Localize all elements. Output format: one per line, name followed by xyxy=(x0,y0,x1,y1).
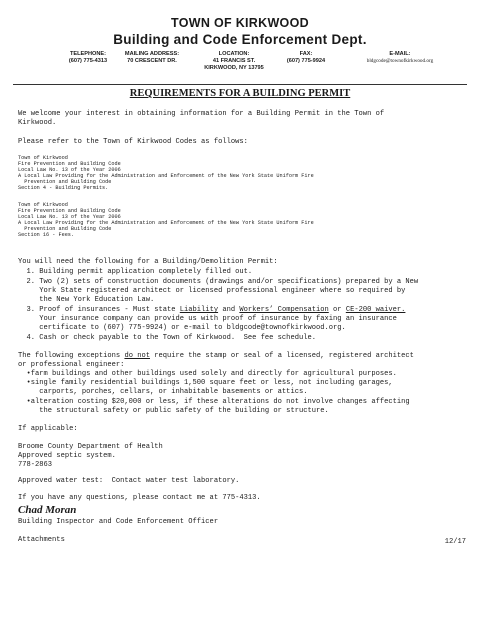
location-label: LOCATION: xyxy=(218,51,250,57)
exceptions-line-1 xyxy=(18,352,414,361)
code-ref-2-line: Town of Kirkwood xyxy=(18,202,68,208)
header-divider xyxy=(13,84,467,85)
exception-bullet-2-cont: carports, porches, cellars, or inhabitable basements or attics. xyxy=(18,388,308,396)
water-test-line: Approved water test: Contact water test laboratory. xyxy=(18,477,240,485)
health-dept-line: Broome County Department of Health xyxy=(18,443,163,451)
code-ref-1-line: Prevention and Building Code xyxy=(18,179,112,185)
date-code: 12/17 xyxy=(444,538,466,546)
location-street: 41 FRANCIS ST. xyxy=(212,58,256,64)
code-ref-2-line: Section 16 - Fees. xyxy=(18,232,75,238)
need-intro: You will need the following for a Building/Demolition Permit: xyxy=(18,258,278,266)
code-ref-2-line: A Local Law Providing for the Administration and Enforcement of the New York State Uniform Fire xyxy=(18,220,314,226)
intro-line-1: We welcome your interest in obtaining information for a Building Permit in the Town of xyxy=(18,110,385,118)
attachments-label: Attachments xyxy=(18,536,65,544)
code-ref-2-line: Local Law No. 13 of the Year 2006 xyxy=(18,214,121,220)
health-dept-phone: 778-2863 xyxy=(18,461,53,469)
need-item-3-cont: certificate to (607) 775-9924) or e-mail to bldgcode@townofkirkwood.org. xyxy=(18,324,346,332)
if-applicable: If applicable: xyxy=(18,425,78,433)
fax-block xyxy=(270,51,342,65)
questions-line: If you have any questions, please contact me at 775-4313. xyxy=(18,494,261,502)
officer-title: Building Inspector and Code Enforcement Officer xyxy=(18,518,219,526)
need-item-4: 4. Cash or check payable to the Town of Kirkwood. See fee schedule. xyxy=(18,334,316,342)
exception-bullet-3-cont: the structural safety or public safety of the building or structure. xyxy=(18,407,329,415)
need-item-1: 1. Building permit application completely filled out. xyxy=(18,268,253,276)
email-address: bldgcode@townofkirkwood.org xyxy=(366,58,434,64)
intro-line-2: Kirkwood. xyxy=(18,119,57,127)
email-block xyxy=(350,51,450,65)
need-item-3-cont: Your insurance company can provide us with proof of insurance by faxing an insurance xyxy=(18,315,397,323)
mailing-block xyxy=(108,51,196,65)
need-item-2-cont: the New York Education Law. xyxy=(18,296,155,304)
exception-bullet-2: •single family residential buildings 1,500 square feet or less, not including garages, xyxy=(18,379,393,387)
town-title: TOWN OF KIRKWOOD xyxy=(171,16,309,30)
need-item-2-cont: York State registered architect or licensed professional engineer where so required by xyxy=(18,287,406,295)
telephone-number: (607) 775-4313 xyxy=(68,58,108,64)
liability-term: Liability xyxy=(179,306,219,314)
code-ref-1-line: Section 4 - Building Permits. xyxy=(18,185,109,191)
need-item-2: 2. Two (2) sets of construction documents (drawings and/or specifications) prepared by a New xyxy=(18,278,419,286)
code-ref-1-line: Fire Prevention and Building Code xyxy=(18,161,121,167)
email-label: E-MAIL: xyxy=(389,51,411,57)
exceptions-text: require the stamp or seal of a licensed, registered architect xyxy=(149,352,414,360)
workers-comp-term: Workers’ Compensation xyxy=(239,306,329,314)
exceptions-text: The following exceptions xyxy=(18,352,125,360)
need-item-3 xyxy=(18,306,405,315)
telephone-label: TELEPHONE: xyxy=(69,51,107,57)
need-item-3-text: 3. Proof of insurances - Must state xyxy=(18,306,180,314)
do-not-term: do not xyxy=(124,352,150,360)
code-ref-1-line: Local Law No. 13 of the Year 2006 xyxy=(18,167,121,173)
exception-bullet-3: •alteration costing $20,000 or less, if these alterations do not involve changes affecting xyxy=(18,398,410,406)
and-word: and xyxy=(218,306,240,314)
code-ref-2-line: Prevention and Building Code xyxy=(18,226,112,232)
document-heading: REQUIREMENTS FOR A BUILDING PERMIT xyxy=(129,88,351,99)
exception-bullet-1: •farm buildings and other buildings used solely and directly for agricultural purposes. xyxy=(18,370,397,378)
location-block xyxy=(196,51,272,72)
code-ref-2-line: Fire Prevention and Building Code xyxy=(18,208,121,214)
department-title: Building and Code Enforcement Dept. xyxy=(113,32,367,47)
fax-number: (607) 775-9924 xyxy=(286,58,326,64)
code-ref-1-line: Town of Kirkwood xyxy=(18,155,68,161)
health-dept-line: Approved septic system. xyxy=(18,452,116,460)
mailing-label: MAILING ADDRESS: xyxy=(124,51,180,57)
code-ref-1-line: A Local Law Providing for the Administration and Enforcement of the New York State Uniform Fire xyxy=(18,173,314,179)
mailing-address: 70 CRESCENT DR. xyxy=(127,58,177,64)
location-city: KIRKWOOD, NY 13795 xyxy=(204,65,264,71)
exceptions-line-2: or professional engineer: xyxy=(18,361,125,369)
signature: Chad Moran xyxy=(18,504,77,516)
fax-label: FAX: xyxy=(299,51,313,57)
refer-line: Please refer to the Town of Kirkwood Codes as follows: xyxy=(18,138,248,146)
ce200-term: CE-200 waiver. xyxy=(345,306,406,314)
or-word: or xyxy=(328,306,346,314)
